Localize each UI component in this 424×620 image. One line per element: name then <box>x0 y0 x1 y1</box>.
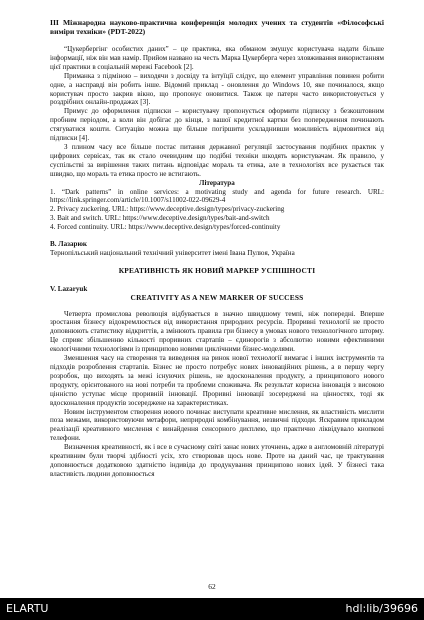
paragraph: “Цукербергінг особистих даних” – це практика, яка обманом змушує користувача надати більше інформації, ніж він мав намір. Прийом названо на честь Марка Цукерберга через зловживання використанням цієї практики в соціальній мережі Facebook [2]. <box>50 45 384 71</box>
article-title-en: CREATIVITY AS A NEW MARKER OF SUCCESS <box>130 292 304 302</box>
reference-item: 4. Forced continuity. URL: https://www.deceptive.design/types/forced-continuity <box>50 223 281 232</box>
literature-title: Література <box>199 178 235 187</box>
paragraph: Визначення креативності, як і все в сучасному світі занає нових уточнень, адже в англомовній літературі креативним були творчі здібності усіх, хто створював щось нове. Проте на даний час, це трактування доповнюється додатковою здатністю індивіда до продукування принципово нових ідей. У бізнесі така властивість людини доповнюється <box>50 443 384 478</box>
reference-item: 2. Privacy zuckering. URL: https://www.deceptive.design/types/privacy-zuckering <box>50 205 285 214</box>
page-number: 62 <box>208 582 216 591</box>
paragraph: Приманка з підміною – виходячи з досвіду та інтуїції слідує, що елемент управління повинен робити одне, а насправді він робить інше. Відомий приклад - оновлення до Windows 10, яке починалося, якщо користувач просто закрив вікно, що пропонує оновитися. Також це патерн часто використовується у роздрібних онлайн-продажах [3]. <box>50 71 384 107</box>
footer-bar <box>0 598 424 620</box>
paragraph: Четверта промислова революція відбувається в значно швидшому темпі, ніж попередні. Вперше зростання бізнесу відокремлюється від використання природних ресурсів. Проривні технології не просто доповнюють статистику відкриттів, а змінюють правила гри бізнесу в умовах нового технологічного шторму. Це сприяє збільшенню кількості проривних стартапів – єдинорогів з абсолютно новими ефективними екологічними технологіями із принципово новими циклічними бізнес-моделями. <box>50 309 384 354</box>
paragraph: Примус до оформлення підписки – користувачу пропонується оформити підписку з безкоштовним пробним періодом, а коли він добігає до кінця, з вашої кредитної картки без попередження починають стягуватися кошти. Ситуацію можна ще більше погіршити ускладнивши можливість відмовитися від підписки [4]. <box>50 107 384 143</box>
handle-id: hdl:lib/39696 <box>345 602 418 615</box>
paragraph: Новим інструментом створення нового починає виступати креативне мислення, як властивість мислити поза межами, використовуючи метафори, неприродні комбінування, незвичні підходи. Яскравим прикладом реалізації креативного мислення є винайдення сенсорного дисплею, що практично ліквідувало кнопкові телефони. <box>50 407 384 443</box>
page-content <box>50 18 384 479</box>
article-title-ua: КРЕАТИВНІСТЬ ЯК НОВИЙ МАРКЕР УСПІШНОСТІ <box>118 265 316 275</box>
reference-item: 3. Bait and switch. URL: https://www.deceptive.design/types/bait-and-switch <box>50 214 270 223</box>
paragraph: З плином часу все більше постає питання державної регуляції застосування подібних практик у цифрових сервісах, так як стало очевидним що подібні техніки шкодять користувачам. Як правило, у суспільстві за вирішення таких питань відповідає мораль та етика, але в технологіях все рухається так швидко, що мораль та етика просто не встигають. <box>50 142 384 178</box>
affiliation: Тернопільський національний технічний університет імені Івана Пулюя, Україна <box>50 248 295 257</box>
repository-name: ELARTU <box>6 602 49 615</box>
author-en: V. Lazaryuk <box>50 284 88 293</box>
reference-item: 1. “Dark patterns” in online services: a motivating study and agenda for future research. URL: https://link.springer.com/article/10.1007/s11002-022-09629-4 <box>50 187 384 205</box>
paragraph: Зменшення часу на створення та виведення на ринок нової технології вимагає і інших інструментів та підходів розроблення стартапів. Бізнес не просто потребує нових інноваційних рішень, а в першу чергу розробок, що виходять за межі існуючих рішень, не вдосконалення продукту, а принципового нового продукту, орієнтованого на нові потреби та проблеми споживача. Як результат корисна інновація з високою цінністю уступає місце проривній інновації. Проривні інновації зосереджені на цінностях, тоді як вдосконалення продуктів зосереджене на характеристиках. <box>50 354 384 407</box>
conference-header: III Міжнародна науково-практична конференція молодих учених та студентів «Філософські виміри техніки» (PDT-2022) <box>50 18 384 36</box>
author-ua: В. Лазарюк <box>50 240 87 249</box>
